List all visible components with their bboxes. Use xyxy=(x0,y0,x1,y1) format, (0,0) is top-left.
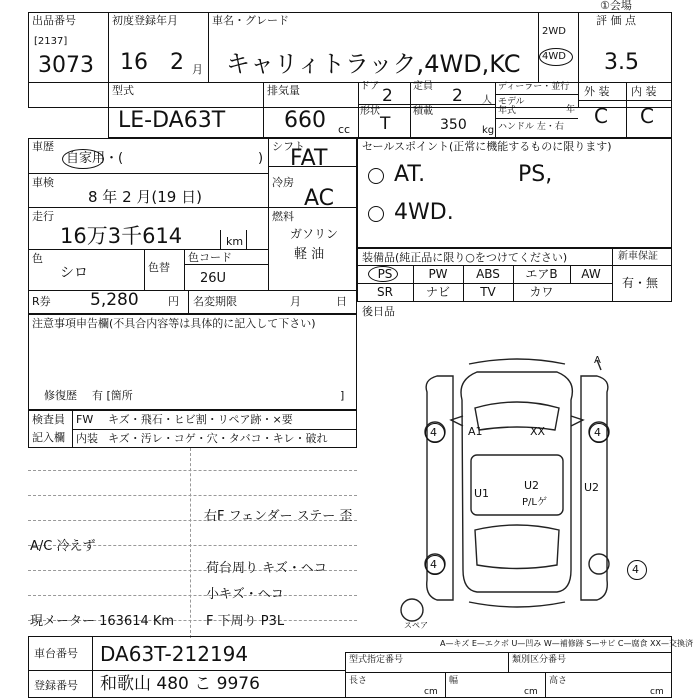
inspection-value: 8 年 2 月(19 日) xyxy=(88,188,202,206)
usage-value: 自家用・( xyxy=(66,151,124,166)
transfer-day: 日 xyxy=(336,295,347,308)
capacity-label: 定員 xyxy=(413,81,433,92)
transfer-month: 月 xyxy=(290,295,301,308)
sales-frame xyxy=(357,138,672,248)
ac-label: 冷房 xyxy=(272,176,294,189)
exterior-label: 外 装 xyxy=(584,85,610,98)
remark-small: 小キズ・ヘコ xyxy=(206,587,284,602)
equip-aw: AW xyxy=(581,267,601,281)
name-label: 車名・グレード xyxy=(212,14,289,27)
sales-ps: PS, xyxy=(518,162,553,187)
warranty-label: 新車保証 xyxy=(618,251,658,262)
venue-label: ①会場 xyxy=(600,0,632,12)
wheel-rr-score: 4 xyxy=(632,563,639,576)
mark-plus-b: P/Lゲ xyxy=(522,497,547,508)
remark-ac: A/C 冷えず xyxy=(30,539,96,554)
fuel-label: 燃料 xyxy=(272,210,294,223)
mileage-label: 走行 xyxy=(32,210,54,223)
equip-sr: SR xyxy=(377,285,393,299)
load-value: 350 xyxy=(440,117,467,133)
mileage-unit: km xyxy=(226,235,244,248)
warranty-value: 有・無 xyxy=(622,276,659,290)
mark-u1: U1 xyxy=(474,487,490,500)
equip-navi: ナビ xyxy=(425,285,450,299)
mark-a: A xyxy=(594,355,601,366)
color-code-label: 色コード xyxy=(188,251,232,264)
inspector-row1: キズ・飛石・ヒビ割・リペア跡・×要 xyxy=(108,413,293,426)
displacement-value: 660 xyxy=(284,108,326,133)
inspector-row2: キズ・汚レ・コゲ・穴・タバコ・キレ・破れ xyxy=(108,432,328,445)
recycle-label: R券 xyxy=(32,295,51,308)
wheel-fl-score: 4 xyxy=(430,426,437,439)
first-reg-label: 初度登録年月 xyxy=(112,14,178,27)
class-no-label: 類別区分番号 xyxy=(512,655,567,665)
height-label: 高さ xyxy=(549,676,568,686)
recycle-value: 5,280 xyxy=(90,290,139,310)
inspector-label-2: 記入欄 xyxy=(32,431,65,444)
mark-a1: A1 xyxy=(468,425,483,438)
sales-circle-2 xyxy=(368,206,384,222)
registration-value: 和歌山 480 こ 9976 xyxy=(100,674,260,694)
width-label: 幅 xyxy=(449,676,459,686)
inspector-label-1: 検査員 xyxy=(32,413,65,426)
sales-title: セールスポイント(正常に機能するものに限ります) xyxy=(362,140,612,153)
cert-no-label: 型式指定番号 xyxy=(349,655,404,665)
chassis-value: DA63T-212194 xyxy=(100,642,249,666)
repair-label: 修復歴 xyxy=(44,389,77,402)
wheel-rl-score: 4 xyxy=(430,558,437,571)
repair-close: ] xyxy=(340,389,345,402)
transfer-label: 名変期限 xyxy=(193,295,237,308)
reg-year: 16 xyxy=(120,50,148,75)
load-unit: kg xyxy=(482,125,495,136)
chassis-label: 車台番号 xyxy=(34,647,78,660)
displacement-unit: cc xyxy=(338,123,351,136)
length-unit: cm xyxy=(424,687,438,697)
handle-label: ハンドル 左・右 xyxy=(498,122,564,132)
equip-leather: カワ xyxy=(529,285,554,299)
registration-label: 登録番号 xyxy=(34,679,78,692)
drive-2wd: 2WD xyxy=(542,26,566,37)
capacity-value: 2 xyxy=(452,86,463,106)
load-label: 積載 xyxy=(413,106,433,117)
ac-value: AC xyxy=(304,186,335,211)
color-label: 色 xyxy=(32,252,43,265)
wheel-fr-score: 4 xyxy=(594,426,601,439)
length-label: 長さ xyxy=(349,676,368,686)
remark-bed: 荷台周り キズ・ヘコ xyxy=(206,561,327,576)
lot-code: [2137] xyxy=(34,36,68,47)
interior-grade: C xyxy=(640,104,654,128)
shape-value: T xyxy=(380,114,391,134)
inspector-interior: 内装 xyxy=(76,432,98,445)
mark-xx: XX xyxy=(530,425,546,438)
equipment-title: 装備品(純正品に限り○をつけてください) xyxy=(362,251,568,264)
inspector-fw: FW xyxy=(76,413,94,426)
inspection-label: 車検 xyxy=(32,176,54,189)
equip-pw: PW xyxy=(428,267,448,281)
displacement-label: 排気量 xyxy=(267,84,300,97)
score-value: 3.5 xyxy=(604,50,639,75)
equip-ps-circle xyxy=(368,266,398,282)
recycle-unit: 円 xyxy=(168,295,179,308)
usage-close: ) xyxy=(258,151,264,166)
interior-label: 内 装 xyxy=(631,85,657,98)
shape-label: 形状 xyxy=(360,106,380,117)
car-name: キャリィトラック,4WD,KC xyxy=(226,50,521,78)
sales-4wd: 4WD. xyxy=(394,200,454,225)
shade-label: 色替 xyxy=(148,261,170,274)
height-unit: cm xyxy=(650,687,664,697)
door-label: ドア xyxy=(360,81,380,92)
width-unit: cm xyxy=(524,687,538,697)
color-code-value: 26U xyxy=(200,271,227,286)
color-value: シロ xyxy=(60,265,88,281)
vehicle-diagram xyxy=(357,320,672,642)
after-items-label: 後日品 xyxy=(362,305,395,318)
door-value: 2 xyxy=(382,86,393,106)
model-year-label: モデル年式 xyxy=(498,97,525,116)
remark-fender: 右F フェンダー ステー 歪 xyxy=(204,509,353,524)
mark-u2-right: U2 xyxy=(584,481,600,494)
remark-under: F 下周り P3L xyxy=(206,614,285,629)
repair-value: 有 [箇所 xyxy=(92,389,133,402)
dealer-label: ディーラー・並行 xyxy=(498,82,570,92)
equip-abs: ABS xyxy=(476,267,500,281)
damage-legend: A—キズ E—エクボ U—凹み W—補修跡 S—サビ C—腐食 XX—交換済 xyxy=(440,639,694,648)
model-label: 型式 xyxy=(112,84,134,97)
mileage-value: 16万3千614 xyxy=(60,224,183,248)
spare-label: スペア xyxy=(404,621,428,630)
reg-month: 2 xyxy=(170,50,184,75)
lot-label: 出品番号 xyxy=(32,14,76,27)
reg-month-unit: 月 xyxy=(192,63,203,76)
drive-4wd: 4WD xyxy=(542,51,566,62)
sales-circle-1 xyxy=(368,168,384,184)
notes-title: 注意事項申告欄(不具合内容等は具体的に記入して下さい) xyxy=(32,317,316,330)
equip-tv: TV xyxy=(480,285,496,299)
equip-airbag: エアB xyxy=(525,267,558,281)
mark-u2-mid: U2 xyxy=(524,479,540,492)
model-year-unit: 年 xyxy=(566,105,576,115)
fuel-value-gasoline: ガソリン xyxy=(290,227,339,241)
usage-label: 車歴 xyxy=(32,140,54,153)
shift-value: FAT xyxy=(290,146,328,171)
lot-number: 3073 xyxy=(38,53,94,78)
model-value: LE-DA63T xyxy=(118,108,226,133)
score-label: 評 価 点 xyxy=(596,14,636,27)
fuel-value-diesel: 軽 油 xyxy=(294,247,325,262)
exterior-grade: C xyxy=(594,104,608,128)
shift-label: シフト xyxy=(272,140,305,153)
remark-meter: 現メーター 163614 Km xyxy=(30,614,175,629)
capacity-unit: 人 xyxy=(482,95,492,106)
equip-ps: PS xyxy=(377,267,393,281)
sales-at: AT. xyxy=(394,162,426,187)
